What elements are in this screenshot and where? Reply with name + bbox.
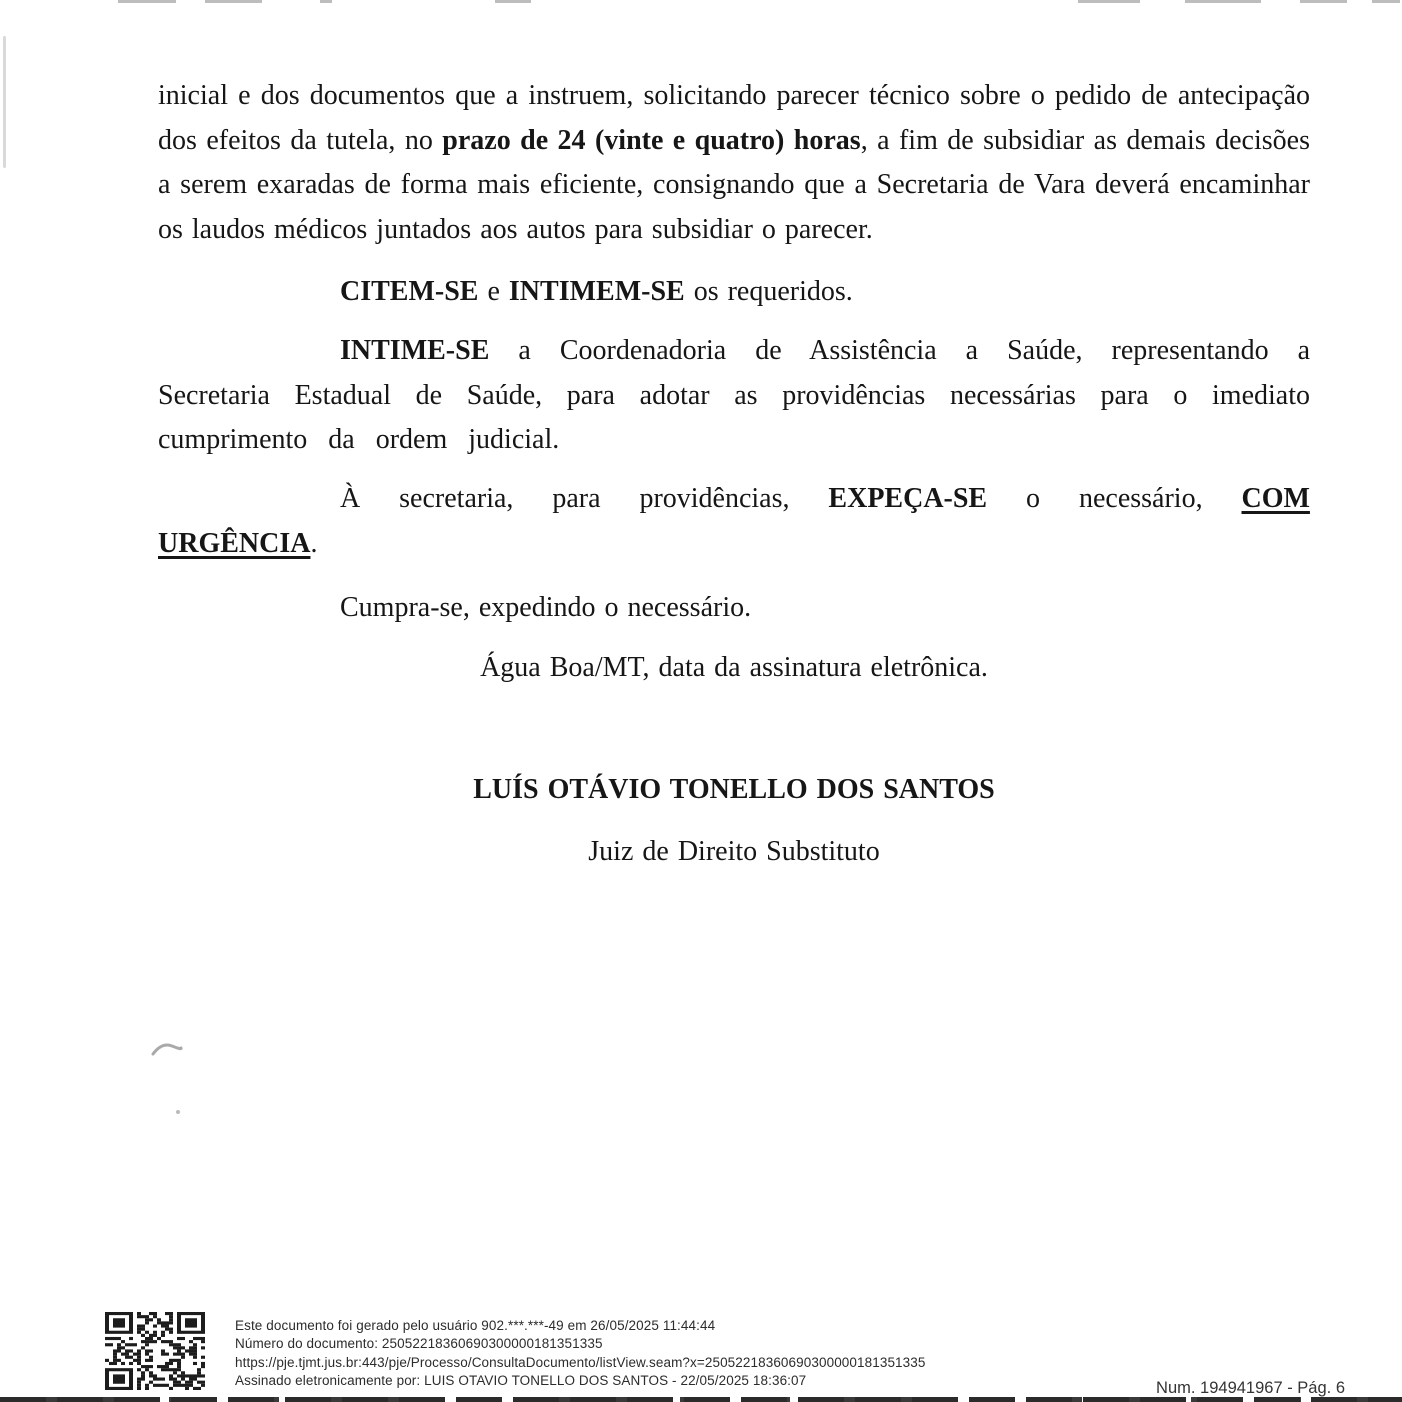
footer-generated-by: Este documento foi gerado pelo usuário 902.***.***-49 em 26/05/2025 11:44:44 — [235, 1318, 716, 1333]
paragraph-text: a Coordenadoria de Assistência a Saúde, representando a Secretaria Estadual de Saúde, para adotar as providências necessárias para o imediato cumprimento da ordem judicial. — [158, 335, 1310, 455]
bold-expeca-se: EXPEÇA-SE — [828, 483, 988, 514]
footer-verification-url: https://pje.tjmt.jus.br:443/pje/Processo/ConsultaDocumento/listView.seam?x=25052218360690300000181351335 — [235, 1354, 926, 1370]
signature-name — [158, 768, 1310, 813]
paragraph-text: e — [478, 276, 509, 307]
scan-artifact — [1300, 0, 1347, 3]
footer-signed-by: Assinado eletronicamente por: LUIS OTAVIO TONELLO DOS SANTOS - 22/05/2025 18:36:07 — [235, 1373, 807, 1389]
scan-artifact — [1372, 0, 1400, 3]
scan-artifact — [320, 0, 332, 3]
paragraph-local-data — [158, 646, 1310, 691]
bold-citem-se: CITEM-SE — [340, 276, 479, 307]
scan-artifact — [3, 36, 6, 168]
bold-urgencia: URGÊNCIA — [158, 527, 311, 559]
word: providências, — [639, 483, 790, 514]
paragraph-line — [158, 522, 1310, 567]
word: secretaria, — [399, 483, 514, 514]
word: À — [340, 483, 361, 514]
signature-role-text: Juiz de Direito Substituto — [588, 836, 880, 867]
scan-artifact — [1185, 0, 1261, 3]
paragraph-parecer-tecnico — [158, 74, 1310, 252]
scan-smudge — [150, 1040, 184, 1060]
bold-prazo: prazo de 24 (vinte e quatro) horas — [442, 124, 861, 156]
scan-artifact — [205, 0, 262, 3]
paragraph-text: Água Boa/MT, data da assinatura eletrônica. — [480, 652, 988, 683]
paragraph-line — [158, 477, 1310, 522]
footer-metadata — [235, 1317, 926, 1391]
bold-com: COM — [1241, 483, 1310, 514]
paragraph-expeca-se — [158, 477, 1310, 566]
paragraph-text: os requeridos. — [684, 276, 853, 307]
word: o — [1026, 483, 1041, 514]
scan-artifact — [495, 0, 531, 3]
scan-artifact — [1078, 0, 1140, 3]
bold-intimem-se: INTIMEM-SE — [508, 276, 685, 307]
scan-artifact — [118, 0, 176, 3]
paragraph-text: inicial e dos documentos que a instruem, solicitando parecer técnico sobre o pedido de antecipação dos efeitos da tutela, no — [158, 80, 1310, 156]
scan-speck — [176, 1110, 180, 1114]
bold-intime-se: INTIME-SE — [340, 335, 490, 366]
page-number-label: Num. 194941967 - Pág. 6 — [1156, 1379, 1345, 1397]
paragraph-intime-se — [158, 329, 1310, 463]
word: necessário, — [1078, 483, 1203, 514]
paragraph-cumpra-se — [158, 586, 1310, 631]
word: para — [552, 483, 601, 514]
footer-document-number: Número do documento: 25052218360690300000181351335 — [235, 1336, 603, 1352]
paragraph-citem-se — [158, 270, 1310, 315]
paragraph-text: , a fim de subsidiar as demais decisões a serem exaradas de forma mais eficiente, consignando que a Secretaria de Vara deverá encaminhar os laudos médicos juntados aos autos para subsidiar o parecer. — [158, 124, 1310, 245]
qr-code-icon — [105, 1312, 205, 1390]
paragraph-text: . — [310, 527, 318, 559]
signature-role — [158, 830, 1310, 875]
paragraph-text: Cumpra-se, expedindo o necessário. — [340, 592, 752, 623]
signature-name-text: LUÍS OTÁVIO TONELLO DOS SANTOS — [473, 774, 995, 805]
